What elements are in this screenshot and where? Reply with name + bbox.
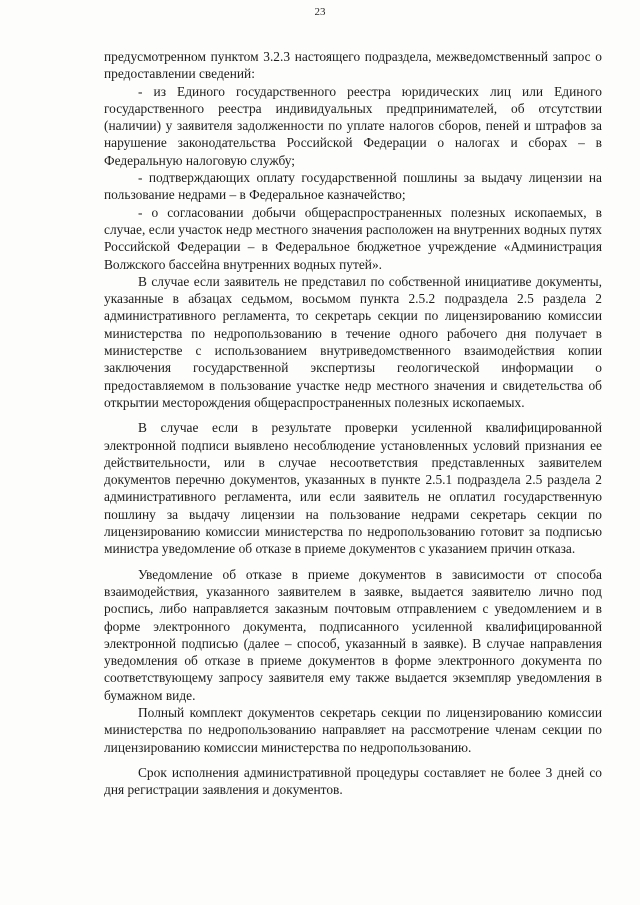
- paragraph-deadline: Срок исполнения административной процедуры составляет не более 3 дней со дня регистрации заявления и документов.: [104, 764, 602, 798]
- paragraph-list-item-treasury: - подтверждающих оплату государственной пошлины за выдачу лицензии на пользование недрами – в Федеральное казначейство;: [104, 170, 602, 203]
- body-text: [104, 48, 602, 798]
- paragraph-full-package: Полный комплект документов секретарь секции по лицензированию комиссии министерства по недропользованию направляет на рассмотрение членам секции по лицензированию комиссии министерства по недропользованию.: [104, 704, 602, 755]
- paragraph-list-item-tax-service: - из Единого государственного реестра юридических лиц или Единого государственного реестра индивидуальных предпринимателей, об отсутствии (наличии) у заявителя задолженности по уплате налогов сборов, пеней и штрафов за нарушение законодательства Российской Федерации о налогах и сборах – в Федеральную налоговую службу;: [104, 83, 602, 168]
- paragraph-refusal-notice: Уведомление об отказе в приеме документов в зависимости от способа взаимодействия, указанного заявителем в заявке, выдается заявителю лично под роспись, либо направляется заказным почтовым отправлением с уведомлением и в форме электронного документа, подписанного усиленной квалифицированной электронной подписью (далее – способ, указанный в заявке). В случае направления уведомления об отказе в приеме документов в форме электронного документа по соответствующему запросу заявителя ему также выдается экземпляр уведомления в бумажном виде.: [104, 566, 602, 703]
- paragraph-intro: предусмотренном пунктом 3.2.3 настоящего подраздела, межведомственный запрос о предоставлении сведений:: [104, 49, 602, 82]
- paragraph-missing-documents: В случае если заявитель не представил по собственной инициативе документы, указанные в абзацах седьмом, восьмом пункта 2.5.2 подраздела 2.5 раздела 2 административного регламента, то секретарь секции по лицензированию комиссии министерства по недропользованию в течение одного рабочего дня получает в министерстве с использованием внутриведомственного взаимодействия копии заключения государственной экспертизы геологической информации о предоставляемом в пользование участке недр местного значения и свидетельства об открытии месторождения общераспространенных полезных ископаемых.: [104, 273, 602, 410]
- paragraph-signature-check: В случае если в результате проверки усиленной квалифицированной электронной подписи выявлено несоблюдение установленных условий признания ее действительности, или в случае несоответствия представленных заявителем документов перечню документов, указанных в пункте 2.5.1 подраздела 2.5 раздела 2 административного регламента, или если заявитель не оплатил государственную пошлину за выдачу лицензии на пользование недрами секретарь секции по лицензированию комиссии министерства по недропользованию готовит за подписью министра уведомление об отказе в приеме документов с указанием причин отказа.: [104, 420, 602, 557]
- paragraph-list-item-waterways: - о согласовании добычи общераспространенных полезных ископаемых, в случае, если участок недр местного значения расположен на внутренних водных путях Российской Федерации – в Федеральное бюджетное учреждение «Администрация Волжского бассейна внутренних водных путей».: [104, 204, 602, 272]
- page-number: 23: [314, 6, 326, 18]
